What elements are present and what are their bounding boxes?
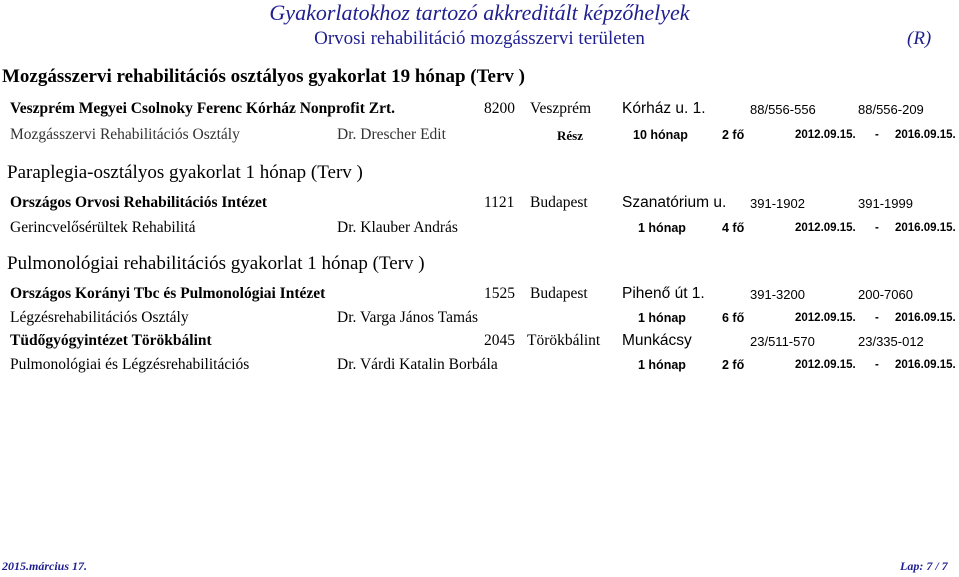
- institution-phone: 88/556-556: [750, 102, 816, 117]
- department-name: Mozgásszervi Rehabilitációs Osztály: [10, 126, 240, 143]
- date-from: 2012.09.15.: [795, 222, 856, 234]
- institution-street: Pihenő út 1.: [622, 285, 705, 302]
- date-from: 2012.09.15.: [795, 312, 856, 324]
- department-name: Gerincvelősérültek Rehabilitá: [10, 219, 196, 236]
- persons: 4 fő: [722, 221, 745, 235]
- department-head: Dr. Klauber András: [337, 219, 458, 236]
- duration: 10 hónap: [633, 128, 688, 142]
- institution-name: Országos Orvosi Rehabilitációs Intézet: [10, 194, 268, 211]
- institution-fax: 391-1999: [858, 196, 913, 211]
- page-title: Gyakorlatokhoz tartozó akkreditált képzőhelyek: [269, 0, 690, 25]
- persons: 2 fő: [722, 358, 745, 372]
- institution-name: Országos Korányi Tbc és Pulmonológiai Intézet: [10, 285, 326, 302]
- institution-fax: 23/335-012: [858, 334, 924, 349]
- persons: 6 fő: [722, 311, 745, 325]
- institution-zip: 1525: [484, 285, 515, 302]
- institution-city: Budapest: [530, 285, 588, 302]
- institution-street: Munkácsy: [622, 332, 692, 349]
- footer-date: 2015.március 17.: [2, 559, 88, 573]
- institution-street: Kórház u. 1.: [622, 100, 706, 117]
- department-head: Dr. Varga János Tamás: [337, 309, 478, 326]
- date-dash: -: [875, 129, 879, 141]
- institution-fax: 200-7060: [858, 287, 913, 302]
- institution-phone: 391-1902: [750, 196, 805, 211]
- institution-name: Tüdőgyógyintézet Törökbálint: [10, 332, 212, 349]
- persons: 2 fő: [722, 128, 745, 142]
- date-from: 2012.09.15.: [795, 359, 856, 371]
- footer-page: Lap: 7 / 7: [900, 559, 948, 573]
- duration: 1 hónap: [638, 221, 686, 235]
- r-mark: (R): [907, 28, 932, 49]
- institution-zip: 2045: [484, 332, 515, 349]
- page-subtitle: Orvosi rehabilitáció mozgásszervi területen: [314, 28, 645, 49]
- section-heading: Paraplegia-osztályos gyakorlat 1 hónap (Terv ): [7, 162, 363, 183]
- date-dash: -: [875, 222, 879, 234]
- section-heading: Pulmonológiai rehabilitációs gyakorlat 1 hónap (Terv ): [7, 253, 425, 274]
- duration: 1 hónap: [638, 358, 686, 372]
- date-dash: -: [875, 312, 879, 324]
- institution-city: Törökbálint: [527, 332, 601, 349]
- duration: 1 hónap: [638, 311, 686, 325]
- section-heading: Mozgásszervi rehabilitációs osztályos gyakorlat 19 hónap (Terv ): [2, 66, 525, 87]
- institution-zip: 8200: [484, 100, 515, 117]
- date-to: 2016.09.15.: [895, 222, 956, 234]
- department-name: Pulmonológiai és Légzésrehabilitációs: [10, 356, 250, 373]
- department-head: Dr. Várdi Katalin Borbála: [337, 356, 498, 373]
- institution-phone: 391-3200: [750, 287, 805, 302]
- institution-city: Budapest: [530, 194, 588, 211]
- date-to: 2016.09.15.: [895, 312, 956, 324]
- institution-street: Szanatórium u.: [622, 194, 727, 211]
- department-head: Dr. Drescher Edit: [337, 126, 446, 143]
- date-to: 2016.09.15.: [895, 129, 956, 141]
- institution-zip: 1121: [484, 194, 515, 211]
- date-to: 2016.09.15.: [895, 359, 956, 371]
- part-label: Rész: [557, 128, 583, 143]
- institution-name: Veszprém Megyei Csolnoky Ferenc Kórház Nonprofit Zrt.: [10, 100, 396, 117]
- date-dash: -: [875, 359, 879, 371]
- date-from: 2012.09.15.: [795, 129, 856, 141]
- department-name: Légzésrehabilitációs Osztály: [10, 309, 189, 326]
- institution-fax: 88/556-209: [858, 102, 924, 117]
- institution-city: Veszprém: [530, 100, 592, 117]
- institution-phone: 23/511-570: [750, 334, 815, 349]
